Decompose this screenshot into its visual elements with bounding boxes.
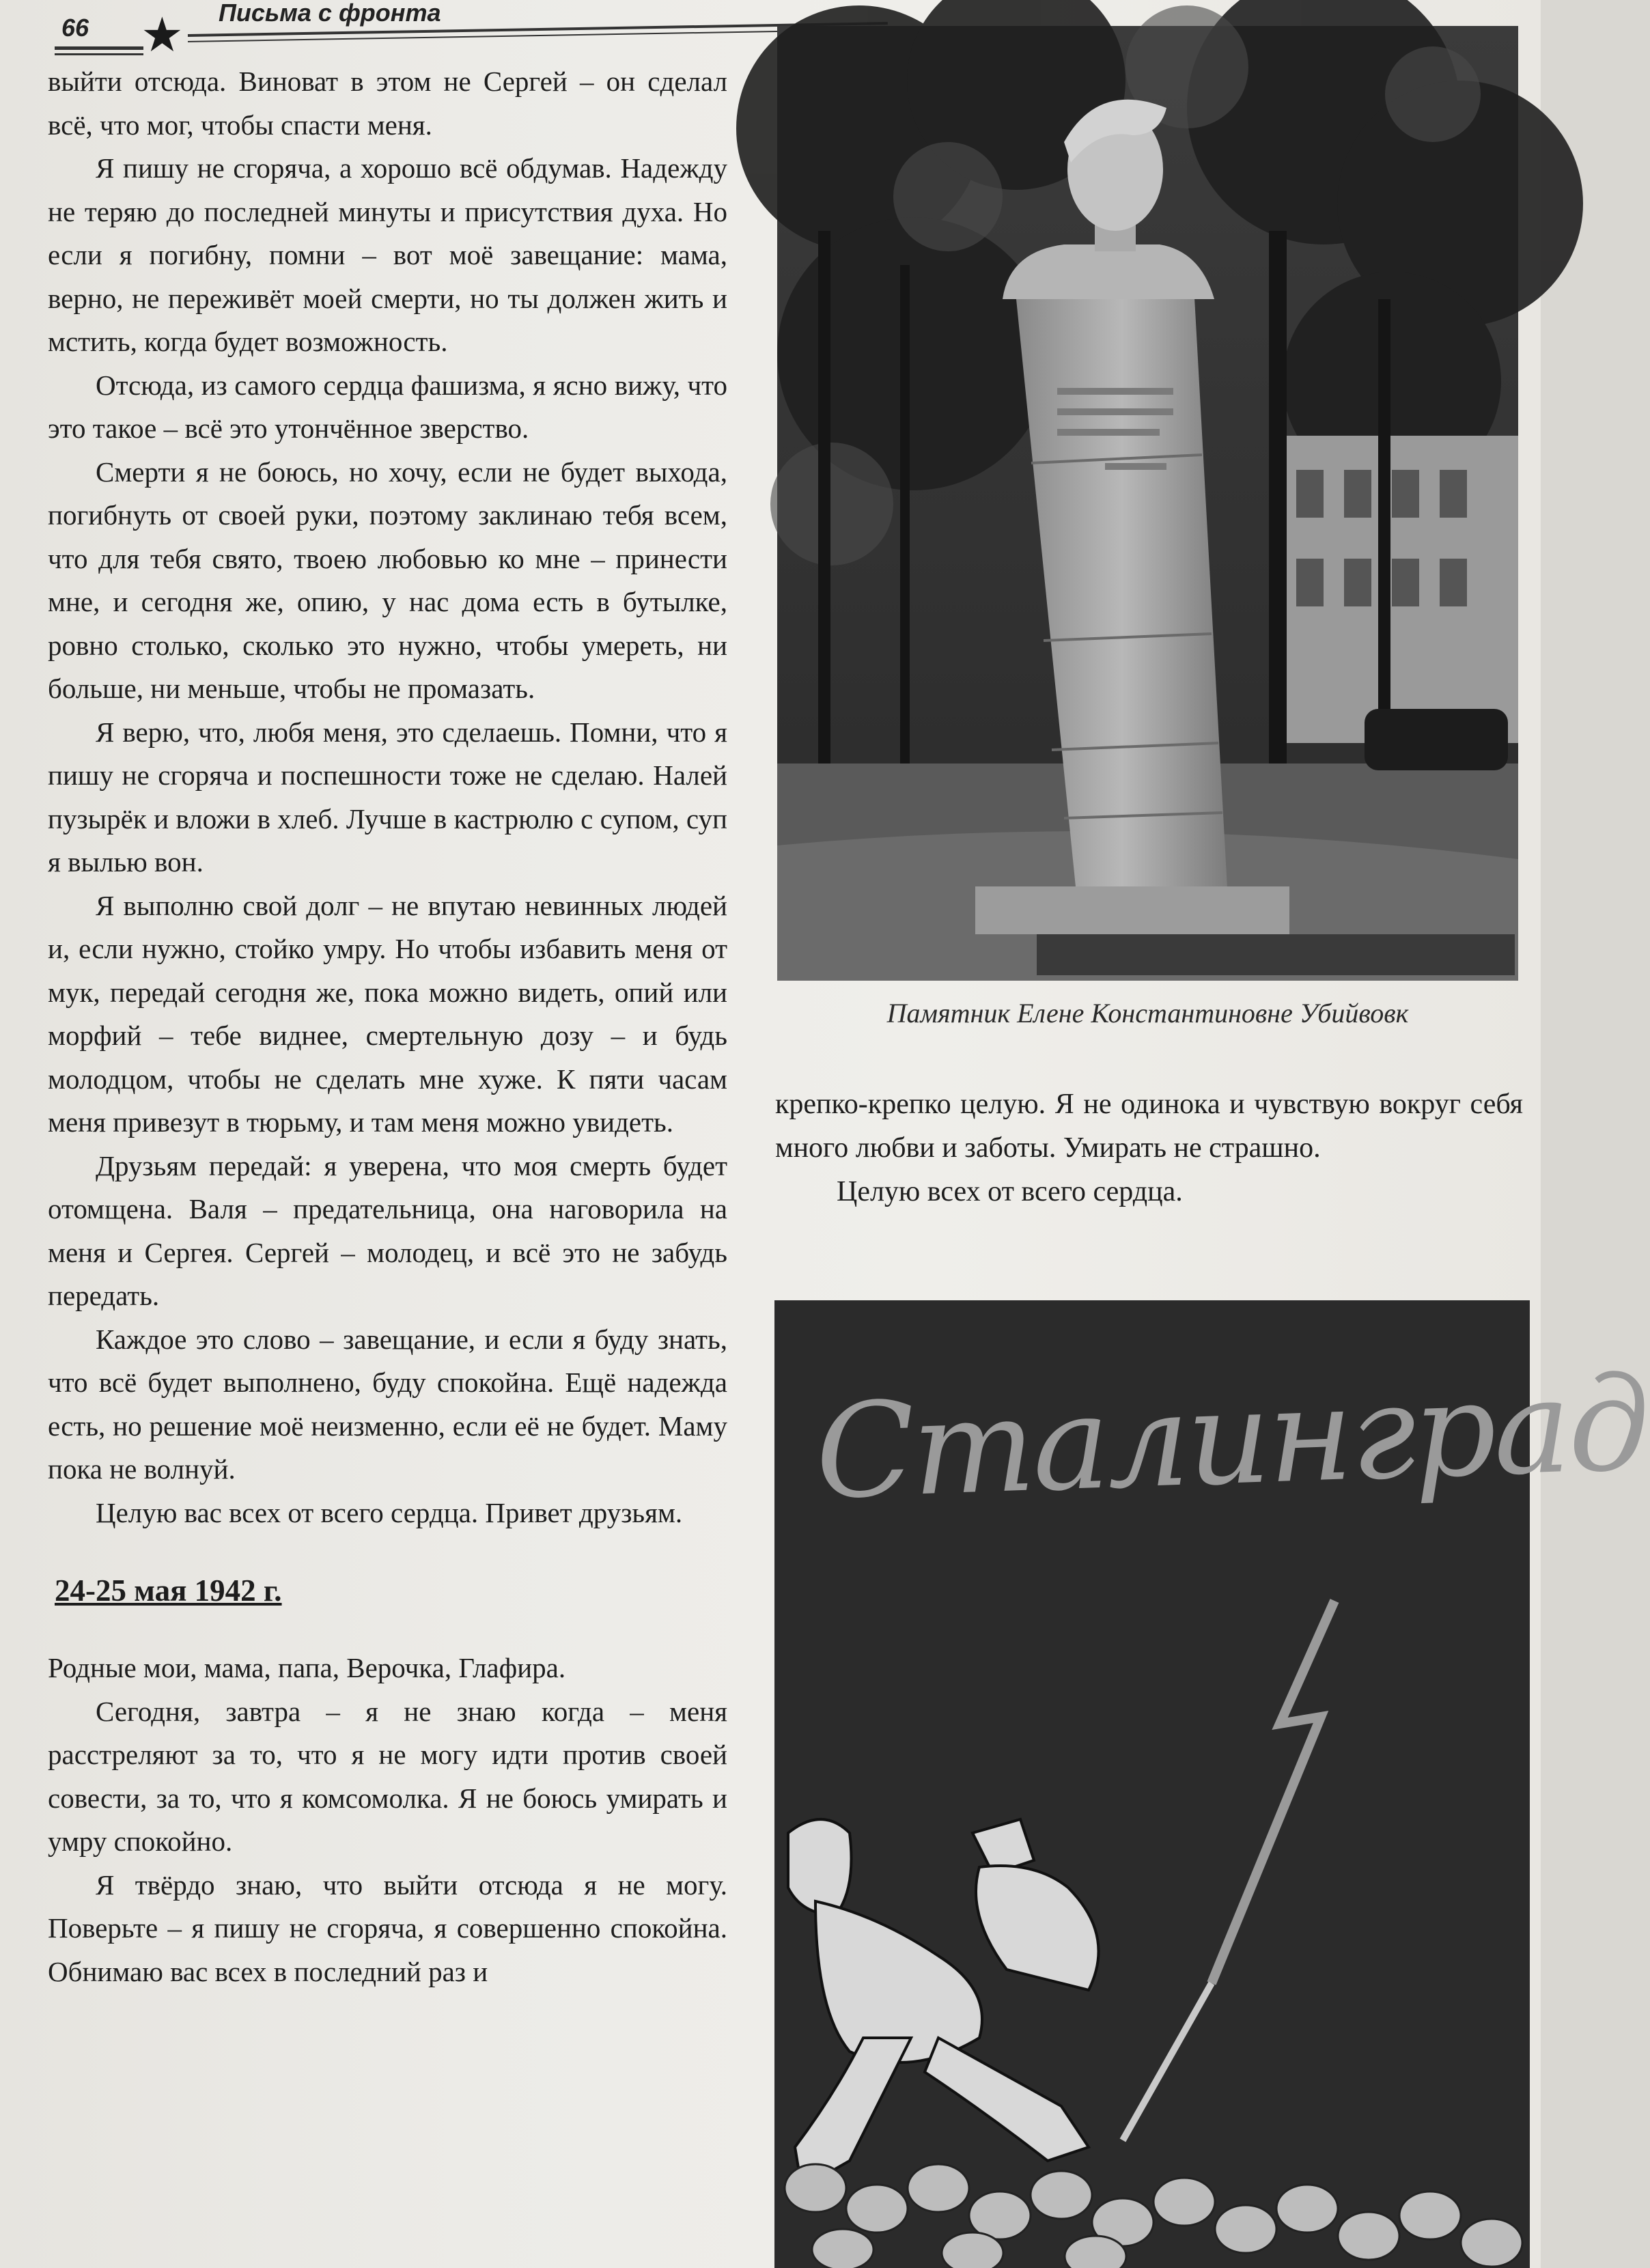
running-title: Письма с фронта bbox=[219, 0, 441, 27]
paragraph: Я пишу не сгоряча, а хорошо всё обдумав. Надежду не теряю до последней минуты и присутствия духа. Но если я погибну, помни – вот моё завещание: мама, верно, не переживёт моей смерти, но ты должен жить и мстить, когда будет возможность. bbox=[48, 152, 727, 357]
monument-photo bbox=[777, 26, 1518, 981]
date-heading: 24-25 мая 1942 г. bbox=[55, 1573, 282, 1608]
paragraph: Родные мои, мама, папа, Верочка, Глафира. bbox=[48, 1652, 566, 1683]
paragraph: Целую вас всех от всего сердца. Привет друзьям. bbox=[96, 1496, 683, 1528]
paragraph: выйти отсюда. Виноват в этом не Сергей – он сделал всё, что мог, чтобы спасти меня. bbox=[48, 66, 727, 141]
paragraph: Каждое это слово – завещание, и если я буду знать, что всё будет выполнено, буду спокойна. Ещё надежда есть, но решение моё неизменно, если её не будет. Маму пока не волнуй. bbox=[48, 1323, 727, 1485]
paragraph: Друзьям передай: я уверена, что моя смерть будет отомщена. Валя – предательница, она наговорила на меня и Сергея. Сергей – молодец, и всё это не забудь передать. bbox=[48, 1149, 727, 1311]
paragraph: Отсюда, из самого сердца фашизма, я ясно вижу, что это такое – всё это утончённое зверство. bbox=[48, 369, 727, 444]
spacer bbox=[0, 1612, 741, 1647]
paragraph: Я твёрдо знаю, что выйти отсюда я не могу. Поверьте – я пишу не сгоряча, я совершенно спокойна. Обнимаю вас всех в последний раз и bbox=[48, 1868, 727, 1987]
star-icon: ★ bbox=[141, 10, 184, 62]
header-rule bbox=[55, 53, 143, 55]
monument-illustration bbox=[777, 26, 1518, 981]
letter-body-part1 bbox=[0, 60, 741, 1535]
page-number: 66 bbox=[61, 14, 89, 42]
header-rule bbox=[55, 46, 143, 50]
letter-ending bbox=[775, 1082, 1523, 1214]
poster-title: Сталинград bbox=[813, 1347, 1650, 1528]
right-text-column bbox=[775, 1082, 1523, 1214]
paragraph: Я выполню свой долг – не впутаю невинных людей и, если нужно, стойко умру. Но чтобы избавить меня от мук, передай сегодня же, пока можно видеть, опий или морфий – тебе виднее, смертельную дозу – и будь молодцом, чтобы не сделать мне хуже. К пяти часам меня привезут в тюрьму, и там меня можно увидеть. bbox=[48, 889, 727, 1138]
photo-caption: Памятник Елене Константиновне Убийвовк bbox=[886, 998, 1409, 1028]
spacer bbox=[0, 1535, 741, 1569]
paragraph: Целую всех от всего сердца. bbox=[837, 1176, 1183, 1207]
stalingrad-poster bbox=[774, 1300, 1650, 2268]
paragraph: Я верю, что, любя меня, это сделаешь. Помни, что я пишу не сгоряча и поспешности тоже не сделаю. Налей пузырёк и вложи в хлеб. Лучше в кастрюлю с супом, суп я вылью вон. bbox=[48, 716, 727, 878]
paragraph: Смерти я не боюсь, но хочу, если не будет выхода, погибнуть от своей руки, поэтому заклинаю тебя всем, что для тебя свято, твоею любовью ко мне – принести мне, и сегодня же, опию, у нас дома есть в бутылке, ровно столько, сколько это нужно, чтобы умереть, ни больше, ни меньше, чтобы не промазать. bbox=[48, 456, 727, 704]
letter-body-part2 bbox=[0, 1647, 741, 1993]
left-text-column bbox=[0, 60, 741, 2266]
paragraph: Сегодня, завтра – я не знаю когда – меня расстреляют за то, что я не могу идти против своей совести, за то, что я комсомолка. Я не боюсь умирать и умру спокойно. bbox=[48, 1695, 727, 1857]
paragraph: крепко-крепко целую. Я не одинока и чувствую вокруг себя много любви и заботы. Умирать не страшно. bbox=[775, 1089, 1523, 1164]
